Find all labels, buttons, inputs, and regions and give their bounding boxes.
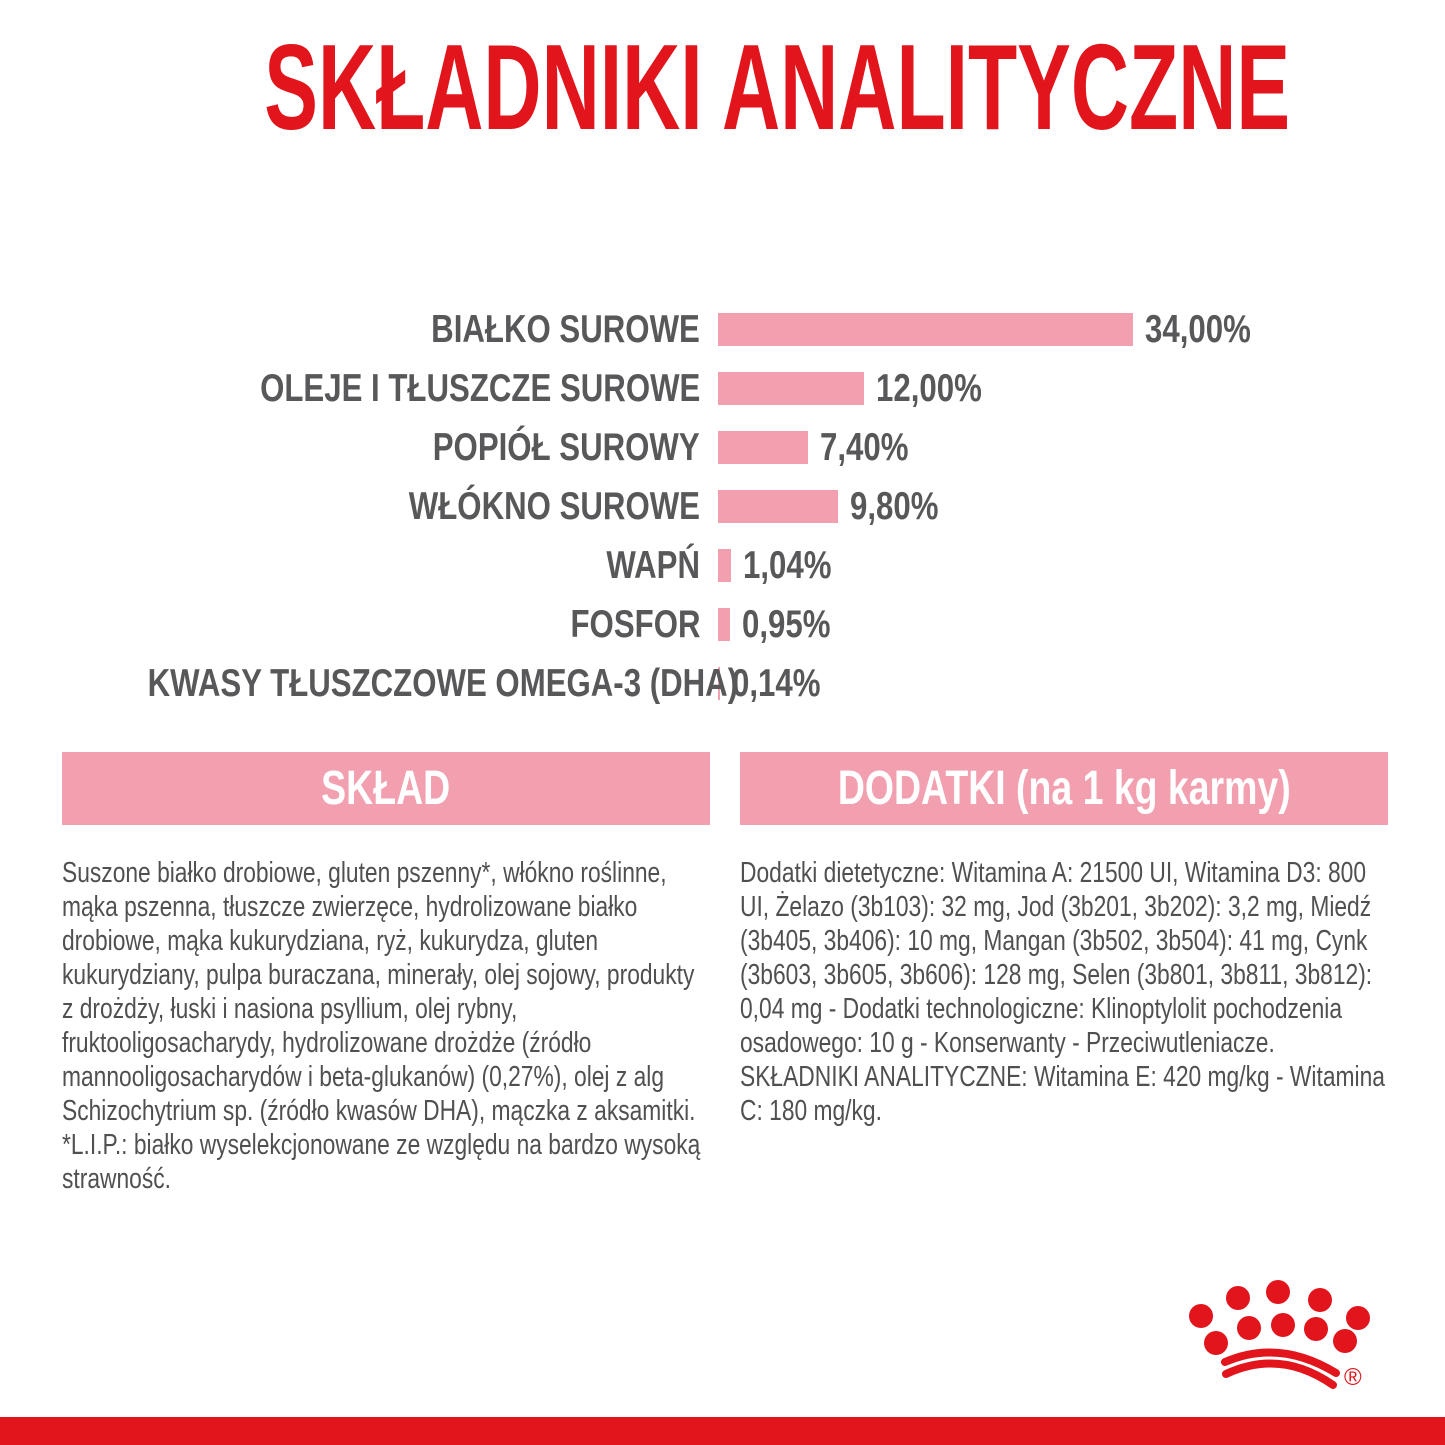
crown-dots	[1189, 1280, 1370, 1355]
chart-category-label: BIAŁKO SUROWE	[431, 307, 700, 351]
royal-canin-crown-logo	[1188, 1278, 1378, 1393]
crown-arcs	[1225, 1352, 1336, 1385]
chart-value-label: 1,04%	[742, 543, 832, 587]
chart-value-label: 7,40%	[820, 425, 909, 469]
sklad-ingredients-text: Suszone białko drobiowe, gluten pszenny*, włókno roślinne, mąka pszenna, tłuszcze zwierzęce, hydrolizowane białko drobiowe, mąka kukurydziana, ryż, kukurydza, gluten kukurydziany, pulpa buraczana, minerały, olej sojowy, produkty z drożdży, łuski i nasiona psyllium, olej rybny, fruktooligosacharydy, hydrolizowane drożdże (źródło mannooligosacharydów i beta-glukanów) (0,27%), olej z alg Schizochytrium sp. (źródło kwasów DHA), mączka z aksamitki.	[62, 857, 696, 1127]
dodatki-analytical-text: SKŁADNIKI ANALITYCZNE: Witamina E: 420 mg/kg - Witamina C: 180 mg/kg.	[740, 1061, 1385, 1127]
dodatki-section-body	[740, 856, 1390, 1128]
chart-category-label: OLEJE I TŁUSZCZE SUROWE	[259, 366, 700, 410]
chart-row	[0, 536, 1350, 595]
registered-trademark-icon: ®	[1344, 1364, 1362, 1391]
chart-category-label: FOSFOR	[570, 602, 700, 646]
footer-red-bar	[0, 1417, 1445, 1445]
page-title: SKŁADNIKI ANALITYCZNE	[264, 19, 1291, 155]
chart-value-label: 9,80%	[849, 484, 939, 528]
sklad-footnote-text: *L.I.P.: białko wyselekcjonowane ze względu na bardzo wysoką strawność.	[62, 1129, 701, 1195]
chart-bar	[718, 549, 731, 582]
sklad-header-label: SKŁAD	[321, 762, 451, 815]
analytical-components-chart	[0, 300, 1350, 713]
chart-bar	[718, 313, 1133, 346]
chart-value-label: 34,00%	[1145, 307, 1251, 351]
chart-bar	[718, 372, 864, 405]
chart-category-label: POPIÓŁ SUROWY	[433, 425, 700, 469]
chart-row	[0, 418, 1350, 477]
chart-category-label: WŁÓKNO SUROWE	[408, 484, 700, 528]
chart-value-label: 12,00%	[876, 366, 983, 410]
sklad-section-header	[62, 752, 710, 825]
chart-bar	[718, 431, 808, 464]
dodatki-header-label: DODATKI (na 1 kg karmy)	[837, 762, 1291, 815]
chart-bar	[718, 608, 730, 641]
chart-bar	[718, 490, 838, 523]
chart-row	[0, 595, 1350, 654]
chart-row	[0, 654, 1350, 713]
dodatki-section-header	[740, 752, 1388, 825]
chart-value-label: 0,14%	[732, 661, 821, 705]
chart-category-label: WAPŃ	[606, 543, 700, 587]
chart-value-label: 0,95%	[741, 602, 831, 646]
chart-category-label: KWASY TŁUSZCZOWE OMEGA-3 (DHA)	[147, 661, 739, 705]
chart-row	[0, 359, 1350, 418]
dodatki-additives-text: Dodatki dietetyczne: Witamina A: 21500 UI, Witamina D3: 800 UI, Żelazo (3b103): 32 mg, Jod (3b201, 3b202): 3,2 mg, Miedź (3b405, 3b406): 10 mg, Mangan (3b502, 3b504): 41 mg, Cynk (3b603, 3b605, 3b606): 128 mg, Selen (3b801, 3b811, 3b812): 0,04 mg - Dodatki technologiczne: Klinoptylolit pochodzenia osadowego: 10 g - Konserwanty - Przeciwutleniacze.	[740, 857, 1373, 1059]
sklad-section-body	[62, 856, 712, 1196]
chart-row	[0, 300, 1350, 359]
chart-row	[0, 477, 1350, 536]
